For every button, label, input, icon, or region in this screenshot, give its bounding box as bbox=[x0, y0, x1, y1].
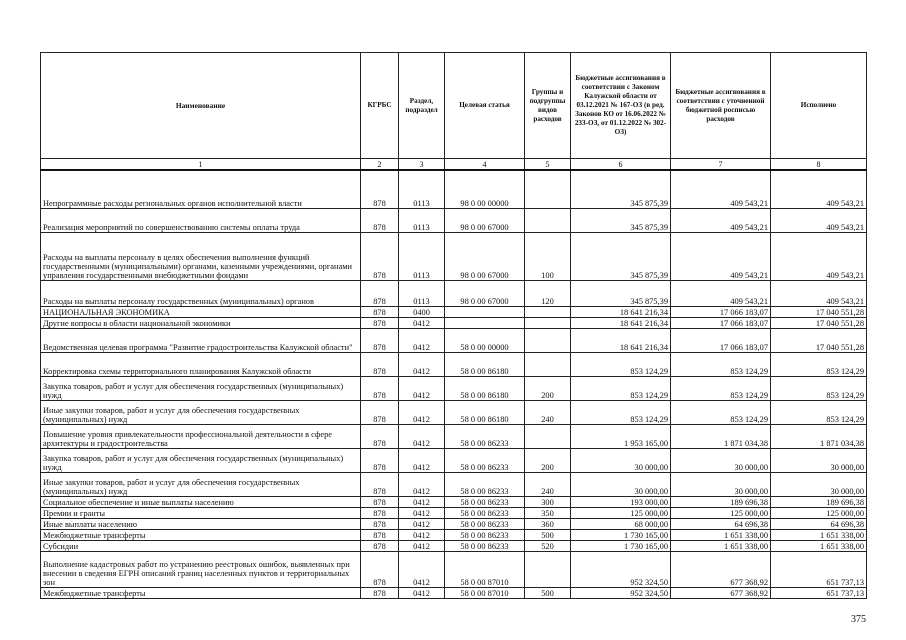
row-law-amount: 18 641 216,34 bbox=[571, 317, 671, 328]
row-section: 0412 bbox=[399, 496, 445, 507]
row-target bbox=[445, 317, 525, 328]
row-section: 0412 bbox=[399, 376, 445, 400]
row-refined-amount: 1 651 338,00 bbox=[671, 540, 771, 551]
table-row bbox=[41, 518, 867, 529]
row-law-amount: 30 000,00 bbox=[571, 472, 671, 496]
row-kgrbs: 878 bbox=[361, 232, 399, 280]
table-row bbox=[41, 317, 867, 328]
row-refined-amount: 30 000,00 bbox=[671, 472, 771, 496]
row-refined-amount: 30 000,00 bbox=[671, 448, 771, 472]
row-group: 240 bbox=[525, 472, 571, 496]
row-name: Ведомственная целевая программа "Развитие градостроительства Калужской области" bbox=[41, 328, 361, 352]
row-kgrbs: 878 bbox=[361, 317, 399, 328]
column-number-row bbox=[41, 159, 867, 171]
row-refined-amount: 17 066 183,07 bbox=[671, 317, 771, 328]
row-section: 0412 bbox=[399, 400, 445, 424]
row-law-amount: 853 124,29 bbox=[571, 400, 671, 424]
row-refined-amount: 409 543,21 bbox=[671, 208, 771, 232]
row-name: Закупка товаров, работ и услуг для обеспечения государственных (муниципальных) нужд bbox=[41, 376, 361, 400]
header-kgrbs: КГРБС bbox=[361, 53, 399, 159]
row-group bbox=[525, 306, 571, 317]
row-done-amount: 30 000,00 bbox=[771, 448, 867, 472]
row-section: 0113 bbox=[399, 280, 445, 306]
row-section: 0412 bbox=[399, 507, 445, 518]
header-section: Раздел, подраздел bbox=[399, 53, 445, 159]
table-row bbox=[41, 424, 867, 448]
row-section: 0412 bbox=[399, 587, 445, 598]
row-section: 0113 bbox=[399, 170, 445, 208]
row-refined-amount: 409 543,21 bbox=[671, 280, 771, 306]
header-refined: Бюджетные ассигнования в соответствии с уточненной бюджетной росписью расходов bbox=[671, 53, 771, 159]
row-target: 58 0 00 86180 bbox=[445, 400, 525, 424]
row-law-amount: 952 324,50 bbox=[571, 587, 671, 598]
row-law-amount: 1 730 165,00 bbox=[571, 529, 671, 540]
row-refined-amount: 677 368,92 bbox=[671, 587, 771, 598]
row-group bbox=[525, 352, 571, 376]
row-refined-amount: 125 000,00 bbox=[671, 507, 771, 518]
row-target: 58 0 00 86233 bbox=[445, 496, 525, 507]
table-row bbox=[41, 170, 867, 208]
row-target: 58 0 00 86233 bbox=[445, 507, 525, 518]
row-target: 98 0 00 67000 bbox=[445, 208, 525, 232]
budget-table bbox=[40, 52, 867, 599]
row-law-amount: 18 641 216,34 bbox=[571, 306, 671, 317]
col-number: 4 bbox=[445, 159, 525, 171]
row-target: 58 0 00 86233 bbox=[445, 540, 525, 551]
row-group bbox=[525, 208, 571, 232]
row-law-amount: 853 124,29 bbox=[571, 376, 671, 400]
row-done-amount: 17 040 551,28 bbox=[771, 306, 867, 317]
row-name: Выполнение кадастровых работ по устранению реестровых ошибок, выявленных при внесении в сведения ЕГРН описаний границ населенных пунктов и территориальных зон bbox=[41, 551, 361, 587]
row-law-amount: 68 000,00 bbox=[571, 518, 671, 529]
table-row bbox=[41, 232, 867, 280]
row-section: 0113 bbox=[399, 232, 445, 280]
row-kgrbs: 878 bbox=[361, 400, 399, 424]
row-group: 520 bbox=[525, 540, 571, 551]
col-number: 8 bbox=[771, 159, 867, 171]
row-target: 98 0 00 67000 bbox=[445, 232, 525, 280]
row-name: Расходы на выплаты персоналу государственных (муниципальных) органов bbox=[41, 280, 361, 306]
row-section: 0412 bbox=[399, 518, 445, 529]
row-law-amount: 345 875,39 bbox=[571, 170, 671, 208]
header-groups: Группы и подгруппы видов расходов bbox=[525, 53, 571, 159]
row-done-amount: 409 543,21 bbox=[771, 232, 867, 280]
row-name: Реализация мероприятий по совершенствованию системы оплаты труда bbox=[41, 208, 361, 232]
row-target: 58 0 00 86233 bbox=[445, 472, 525, 496]
header-done: Исполнено bbox=[771, 53, 867, 159]
row-law-amount: 30 000,00 bbox=[571, 448, 671, 472]
row-section: 0400 bbox=[399, 306, 445, 317]
row-kgrbs: 878 bbox=[361, 170, 399, 208]
row-kgrbs: 878 bbox=[361, 376, 399, 400]
row-done-amount: 853 124,29 bbox=[771, 352, 867, 376]
row-group: 500 bbox=[525, 529, 571, 540]
row-law-amount: 345 875,39 bbox=[571, 208, 671, 232]
row-law-amount: 345 875,39 bbox=[571, 280, 671, 306]
row-kgrbs: 878 bbox=[361, 551, 399, 587]
row-target bbox=[445, 306, 525, 317]
row-refined-amount: 64 696,38 bbox=[671, 518, 771, 529]
row-kgrbs: 878 bbox=[361, 280, 399, 306]
row-kgrbs: 878 bbox=[361, 306, 399, 317]
row-group: 300 bbox=[525, 496, 571, 507]
table-row bbox=[41, 540, 867, 551]
row-group bbox=[525, 317, 571, 328]
row-name: Закупка товаров, работ и услуг для обеспечения государственных (муниципальных) нужд bbox=[41, 448, 361, 472]
row-name: Другие вопросы в области национальной экономики bbox=[41, 317, 361, 328]
row-name: Межбюджетные трансферты bbox=[41, 587, 361, 598]
row-refined-amount: 1 871 034,38 bbox=[671, 424, 771, 448]
row-name: Повышение уровня привлекательности профессиональной деятельности в сфере архитектуры и градостроительства bbox=[41, 424, 361, 448]
row-law-amount: 952 324,50 bbox=[571, 551, 671, 587]
row-done-amount: 64 696,38 bbox=[771, 518, 867, 529]
row-group: 500 bbox=[525, 587, 571, 598]
row-target: 58 0 00 86233 bbox=[445, 424, 525, 448]
row-done-amount: 409 543,21 bbox=[771, 170, 867, 208]
row-group: 120 bbox=[525, 280, 571, 306]
row-kgrbs: 878 bbox=[361, 208, 399, 232]
page-number: 375 bbox=[851, 614, 866, 625]
row-done-amount: 1 651 338,00 bbox=[771, 540, 867, 551]
row-target: 98 0 00 00000 bbox=[445, 170, 525, 208]
table-row bbox=[41, 328, 867, 352]
row-name: Субсидии bbox=[41, 540, 361, 551]
row-name: Расходы на выплаты персоналу в целях обеспечения выполнения функций государственными (муниципальными) органами, казенными учреждениями, органами управления государственными внебюджетными фондами bbox=[41, 232, 361, 280]
row-refined-amount: 853 124,29 bbox=[671, 400, 771, 424]
row-section: 0113 bbox=[399, 208, 445, 232]
row-group bbox=[525, 170, 571, 208]
col-number: 7 bbox=[671, 159, 771, 171]
row-name: Иные закупки товаров, работ и услуг для обеспечения государственных (муниципальных) нужд bbox=[41, 400, 361, 424]
row-law-amount: 1 730 165,00 bbox=[571, 540, 671, 551]
row-law-amount: 1 953 165,00 bbox=[571, 424, 671, 448]
table-header-row bbox=[41, 53, 867, 159]
row-refined-amount: 189 696,38 bbox=[671, 496, 771, 507]
row-section: 0412 bbox=[399, 472, 445, 496]
row-refined-amount: 1 651 338,00 bbox=[671, 529, 771, 540]
row-target: 58 0 00 87010 bbox=[445, 587, 525, 598]
table-row bbox=[41, 352, 867, 376]
row-group bbox=[525, 328, 571, 352]
row-done-amount: 409 543,21 bbox=[771, 280, 867, 306]
row-section: 0412 bbox=[399, 529, 445, 540]
table-row bbox=[41, 587, 867, 598]
row-refined-amount: 853 124,29 bbox=[671, 352, 771, 376]
row-group: 240 bbox=[525, 400, 571, 424]
header-target: Целевая статья bbox=[445, 53, 525, 159]
row-target: 98 0 00 67000 bbox=[445, 280, 525, 306]
row-name: Межбюджетные трансферты bbox=[41, 529, 361, 540]
col-number: 3 bbox=[399, 159, 445, 171]
table-row bbox=[41, 472, 867, 496]
row-done-amount: 651 737,13 bbox=[771, 551, 867, 587]
row-target: 58 0 00 86233 bbox=[445, 448, 525, 472]
row-target: 58 0 00 87010 bbox=[445, 551, 525, 587]
table-row bbox=[41, 496, 867, 507]
row-done-amount: 651 737,13 bbox=[771, 587, 867, 598]
row-target: 58 0 00 86180 bbox=[445, 352, 525, 376]
row-done-amount: 409 543,21 bbox=[771, 208, 867, 232]
row-section: 0412 bbox=[399, 551, 445, 587]
table-row bbox=[41, 306, 867, 317]
row-target: 58 0 00 00000 bbox=[445, 328, 525, 352]
row-name: Иные выплаты населению bbox=[41, 518, 361, 529]
table-row bbox=[41, 376, 867, 400]
row-refined-amount: 409 543,21 bbox=[671, 232, 771, 280]
row-group: 200 bbox=[525, 448, 571, 472]
row-done-amount: 30 000,00 bbox=[771, 472, 867, 496]
row-section: 0412 bbox=[399, 424, 445, 448]
row-target: 58 0 00 86233 bbox=[445, 529, 525, 540]
table-row bbox=[41, 208, 867, 232]
row-name: Социальное обеспечение и иные выплаты населению bbox=[41, 496, 361, 507]
row-kgrbs: 878 bbox=[361, 518, 399, 529]
row-section: 0412 bbox=[399, 317, 445, 328]
row-name: Премии и гранты bbox=[41, 507, 361, 518]
row-refined-amount: 853 124,29 bbox=[671, 376, 771, 400]
row-refined-amount: 409 543,21 bbox=[671, 170, 771, 208]
row-name: Иные закупки товаров, работ и услуг для обеспечения государственных (муниципальных) нужд bbox=[41, 472, 361, 496]
row-kgrbs: 878 bbox=[361, 352, 399, 376]
row-kgrbs: 878 bbox=[361, 424, 399, 448]
row-kgrbs: 878 bbox=[361, 472, 399, 496]
table-row bbox=[41, 448, 867, 472]
row-done-amount: 189 696,38 bbox=[771, 496, 867, 507]
row-section: 0412 bbox=[399, 448, 445, 472]
table-row bbox=[41, 280, 867, 306]
table-row bbox=[41, 529, 867, 540]
header-law: Бюджетные ассигнования в соответствии с Законом Калужской области от 03.12.2021 № 167-ОЗ (в ред. Законов КО от 16.06.2022 № 233-ОЗ, от 01.12.2022 № 302-ОЗ) bbox=[571, 53, 671, 159]
row-law-amount: 345 875,39 bbox=[571, 232, 671, 280]
row-section: 0412 bbox=[399, 540, 445, 551]
row-kgrbs: 878 bbox=[361, 507, 399, 518]
table-row bbox=[41, 507, 867, 518]
row-group: 100 bbox=[525, 232, 571, 280]
header-name: Наименование bbox=[41, 53, 361, 159]
row-law-amount: 853 124,29 bbox=[571, 352, 671, 376]
row-done-amount: 1 651 338,00 bbox=[771, 529, 867, 540]
row-name: Корректировка схемы территориального планирования Калужской области bbox=[41, 352, 361, 376]
row-name: Непрограммные расходы региональных органов исполнительной власти bbox=[41, 170, 361, 208]
row-kgrbs: 878 bbox=[361, 529, 399, 540]
row-refined-amount: 677 368,92 bbox=[671, 551, 771, 587]
col-number: 1 bbox=[41, 159, 361, 171]
row-target: 58 0 00 86233 bbox=[445, 518, 525, 529]
row-section: 0412 bbox=[399, 328, 445, 352]
row-name: НАЦИОНАЛЬНАЯ ЭКОНОМИКА bbox=[41, 306, 361, 317]
row-done-amount: 17 040 551,28 bbox=[771, 317, 867, 328]
row-refined-amount: 17 066 183,07 bbox=[671, 328, 771, 352]
row-done-amount: 17 040 551,28 bbox=[771, 328, 867, 352]
row-law-amount: 193 000,00 bbox=[571, 496, 671, 507]
table-row bbox=[41, 400, 867, 424]
row-refined-amount: 17 066 183,07 bbox=[671, 306, 771, 317]
row-group bbox=[525, 424, 571, 448]
row-group: 360 bbox=[525, 518, 571, 529]
table-row bbox=[41, 551, 867, 587]
col-number: 5 bbox=[525, 159, 571, 171]
row-group: 350 bbox=[525, 507, 571, 518]
row-kgrbs: 878 bbox=[361, 496, 399, 507]
row-done-amount: 853 124,29 bbox=[771, 400, 867, 424]
col-number: 2 bbox=[361, 159, 399, 171]
row-kgrbs: 878 bbox=[361, 587, 399, 598]
row-group bbox=[525, 551, 571, 587]
row-kgrbs: 878 bbox=[361, 540, 399, 551]
row-done-amount: 853 124,29 bbox=[771, 376, 867, 400]
row-kgrbs: 878 bbox=[361, 448, 399, 472]
row-done-amount: 125 000,00 bbox=[771, 507, 867, 518]
table-body bbox=[41, 170, 867, 598]
row-group: 200 bbox=[525, 376, 571, 400]
row-kgrbs: 878 bbox=[361, 328, 399, 352]
col-number: 6 bbox=[571, 159, 671, 171]
row-target: 58 0 00 86180 bbox=[445, 376, 525, 400]
row-section: 0412 bbox=[399, 352, 445, 376]
row-done-amount: 1 871 034,38 bbox=[771, 424, 867, 448]
row-law-amount: 125 000,00 bbox=[571, 507, 671, 518]
row-law-amount: 18 641 216,34 bbox=[571, 328, 671, 352]
